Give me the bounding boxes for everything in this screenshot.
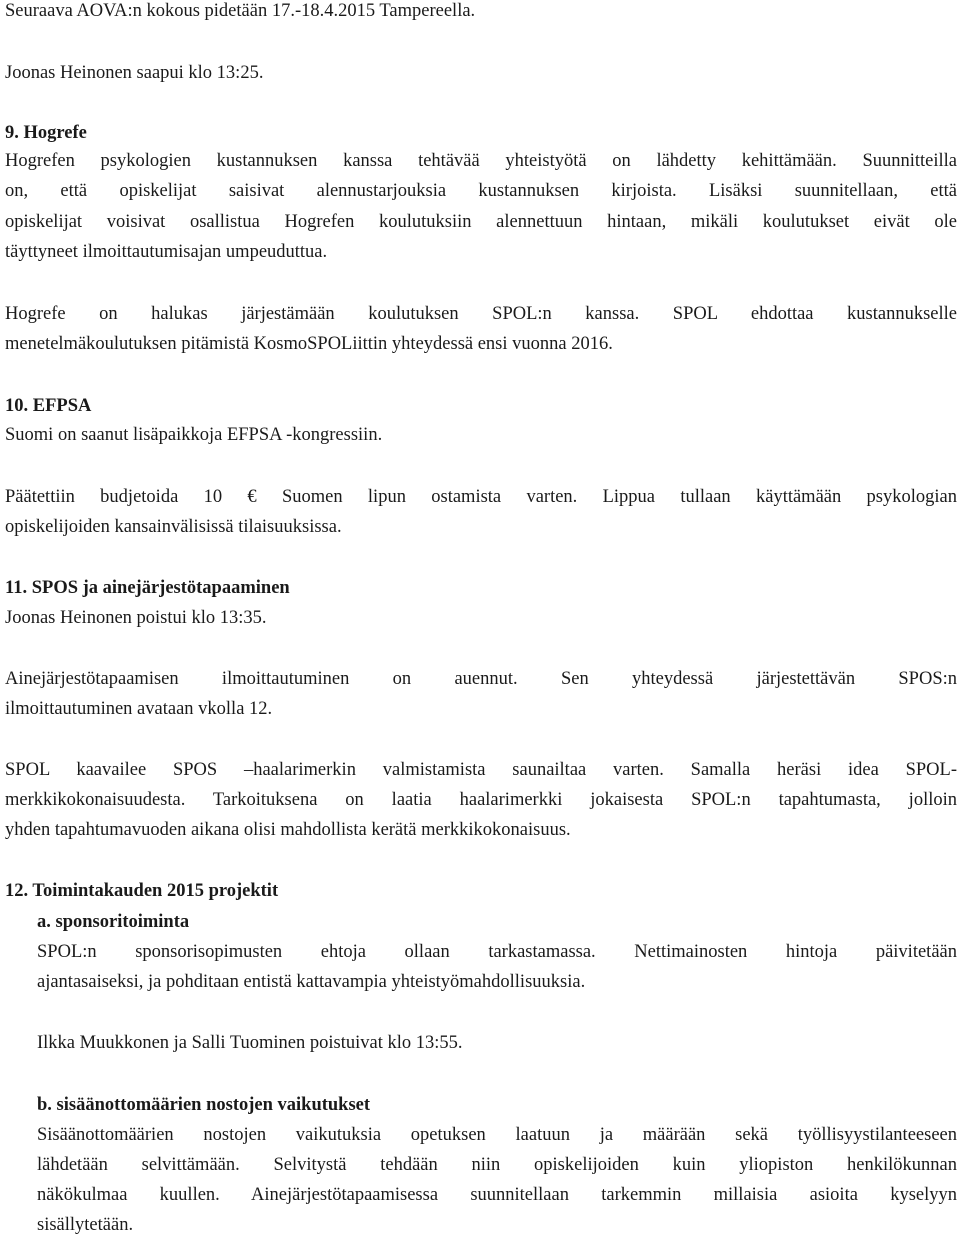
- paragraph-line: SPOL:n sponsorisopimusten ehtoja ollaan tarkastamassa. Nettimainosten hintoja päivitetään: [37, 942, 957, 962]
- paragraph-line: ajantasaiseksi, ja pohditaan entistä kattavampia yhteistyömahdollisuuksia.: [37, 972, 586, 992]
- paragraph-line: Päätettiin budjetoida 10 € Suomen lipun ostamista varten. Lippua tullaan käyttämään psykologian: [5, 487, 957, 507]
- paragraph-line: SPOL kaavailee SPOS –haalarimerkin valmistamista saunailtaa varten. Samalla heräsi idea SPOL-: [5, 760, 957, 780]
- paragraph-line: lähdetään selvittämään. Selvitystä tehdään niin opiskelijoiden kuin yliopiston henkilökunnan: [37, 1155, 957, 1175]
- paragraph-line: näkökulmaa kuullen. Ainejärjestötapaamisessa suunnitellaan tarkemmin millaisia asioita kyselyyn: [37, 1185, 957, 1205]
- paragraph-line: on, että opiskelijat saisivat alennustarjouksia kustannuksen kirjoista. Lisäksi suunnitellaan, että: [5, 181, 957, 201]
- paragraph-line: merkkikokonaisuudesta. Tarkoituksena on laatia haalarimerkki jokaisesta SPOL:n tapahtumasta, jolloin: [5, 790, 957, 810]
- departure-note: Ilkka Muukkonen ja Salli Tuominen poistuivat klo 13:55.: [37, 1033, 463, 1053]
- paragraph-line: menetelmäkoulutuksen pitämistä KosmoSPOLiittin yhteydessä ensi vuonna 2016.: [5, 334, 613, 354]
- subsection-a-heading: a. sponsoritoiminta: [37, 912, 190, 932]
- paragraph-line: Hogrefe on halukas järjestämään koulutuksen SPOL:n kanssa. SPOL ehdottaa kustannukselle: [5, 304, 957, 324]
- paragraph-line: sisällytetään.: [37, 1215, 134, 1235]
- arrival-note: Joonas Heinonen saapui klo 13:25.: [5, 63, 264, 83]
- paragraph-line: yhden tapahtumavuoden aikana olisi mahdollista kerätä merkkikokonaisuus.: [5, 820, 571, 840]
- section-11-heading: 11. SPOS ja ainejärjestötapaaminen: [5, 578, 290, 598]
- paragraph-line: Sisäänottomäärien nostojen vaikutuksia opetuksen laatuun ja määrään sekä työllisyystilanteeseen: [37, 1125, 957, 1145]
- paragraph-line: Suomi on saanut lisäpaikkoja EFPSA -kongressiin.: [5, 425, 383, 445]
- paragraph-line: opiskelijoiden kansainvälisissä tilaisuuksissa.: [5, 517, 342, 537]
- paragraph-line: Ainejärjestötapaamisen ilmoittautuminen on auennut. Sen yhteydessä järjestettävän SPOS:n: [5, 669, 957, 689]
- departure-note: Joonas Heinonen poistui klo 13:35.: [5, 608, 267, 628]
- subsection-b-heading: b. sisäänottomäärien nostojen vaikutukset: [37, 1095, 371, 1115]
- paragraph-line: Hogrefen psykologien kustannuksen kanssa tehtävää yhteistyötä on lähdetty kehittämään. Suunnitteilla: [5, 151, 957, 171]
- section-10-heading: 10. EFPSA: [5, 396, 92, 416]
- paragraph-line: opiskelijat voisivat osallistua Hogrefen koulutuksiin alennettuun hintaan, mikäli koulutukset eivät ole: [5, 212, 957, 232]
- section-9-heading: 9. Hogrefe: [5, 123, 87, 143]
- next-meeting-note: Seuraava AOVA:n kokous pidetään 17.-18.4.2015 Tampereella.: [5, 1, 476, 21]
- paragraph-line: täyttyneet ilmoittautumisajan umpeuduttua.: [5, 242, 328, 262]
- paragraph-line: ilmoittautuminen avataan vkolla 12.: [5, 699, 273, 719]
- section-12-heading: 12. Toimintakauden 2015 projektit: [5, 881, 279, 901]
